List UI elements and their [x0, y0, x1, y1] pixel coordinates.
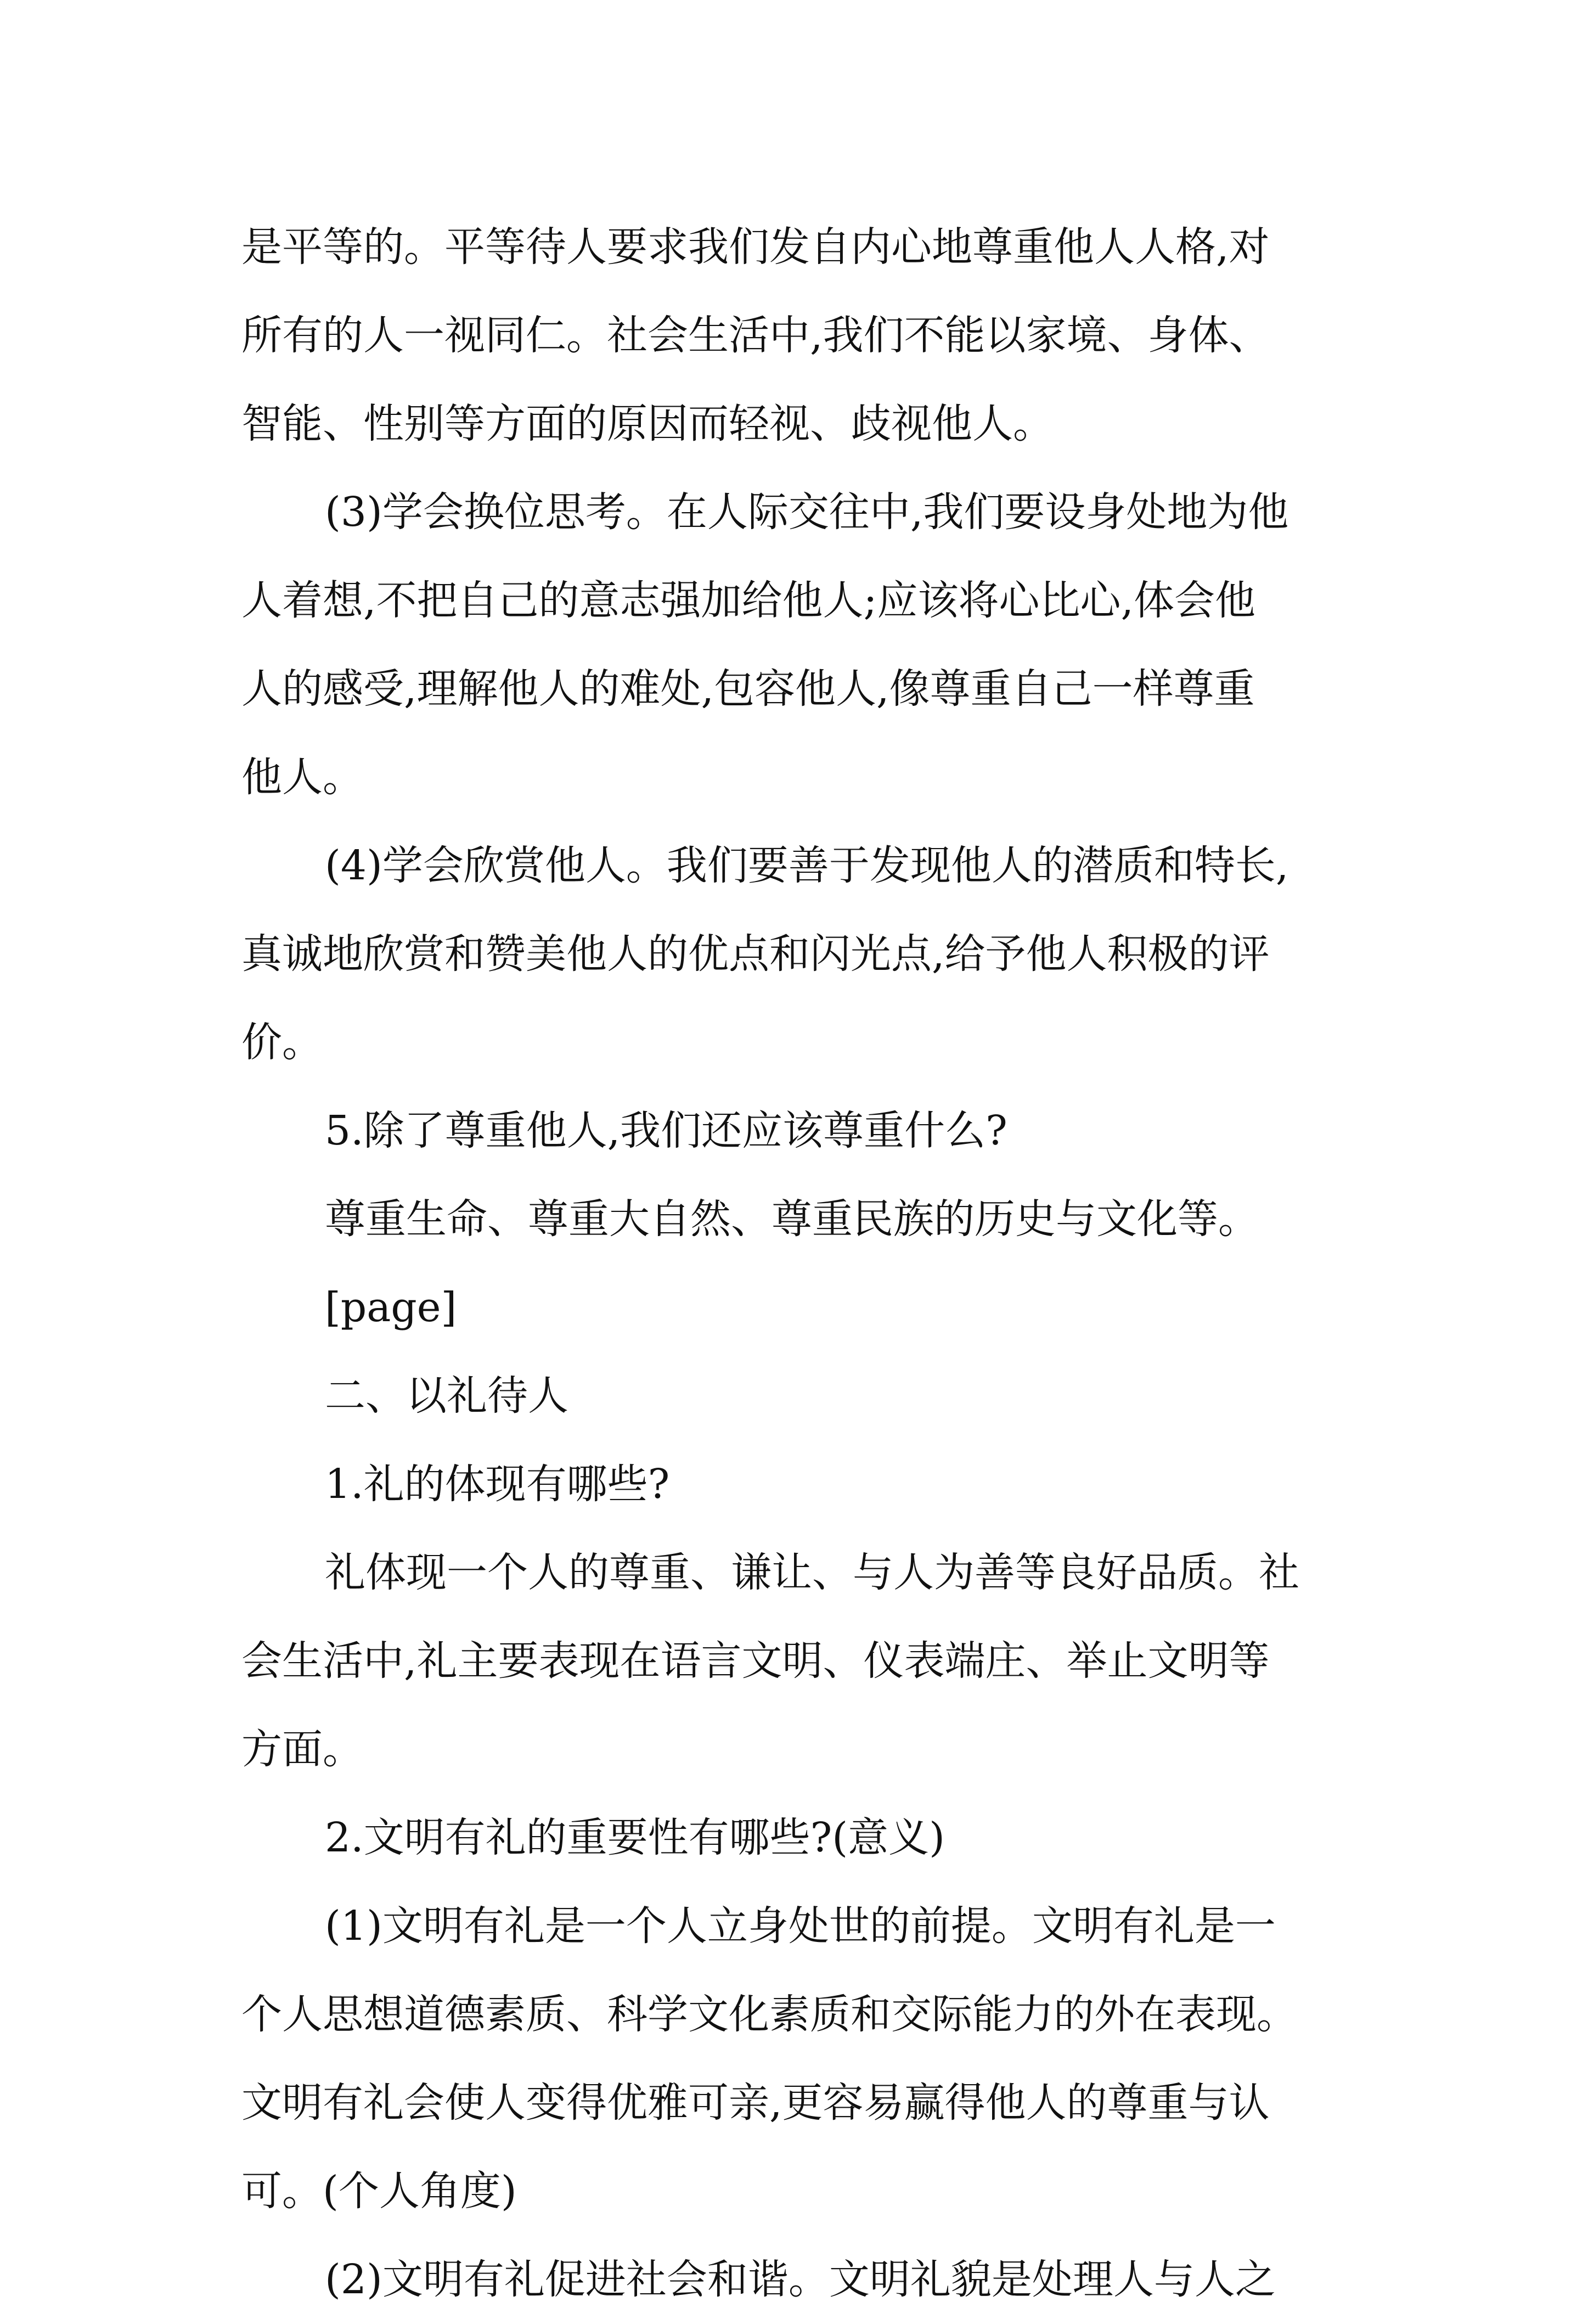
text-line: 2.文明有礼的重要性有哪些?(意义) — [325, 1814, 945, 1861]
text-line: 真诚地欣赏和赞美他人的优点和闪光点,给予他人积极的评 — [241, 930, 1270, 978]
text-line: 是平等的。平等待人要求我们发自内心地尊重他人人格,对 — [241, 223, 1270, 271]
text-line: 1.礼的体现有哪些? — [325, 1461, 670, 1508]
document-body — [241, 203, 1350, 2324]
text-line: 二、以礼待人 — [325, 1372, 568, 1419]
text-line: (3)学会换位思考。在人际交往中,我们要设身处地为他 — [325, 489, 1289, 536]
text-line: 方面。 — [241, 1726, 363, 1773]
text-line: 价。 — [241, 1019, 323, 1066]
text-line: (4)学会欣赏他人。我们要善于发现他人的潜质和特长, — [325, 842, 1289, 889]
text-line: [page] — [325, 1284, 457, 1331]
text-line: 5.除了尊重他人,我们还应该尊重什么? — [325, 1107, 1007, 1154]
text-line: 智能、性别等方面的原因而轻视、歧视他人。 — [241, 400, 1054, 447]
text-line: 文明有礼会使人变得优雅可亲,更容易赢得他人的尊重与认 — [241, 2079, 1270, 2126]
text-line: 个人思想道德素质、科学文化素质和交际能力的外在表现。 — [241, 1991, 1297, 2038]
text-line: 会生活中,礼主要表现在语言文明、仪表端庄、举止文明等 — [241, 1637, 1270, 1685]
text-line: 他人。 — [241, 754, 363, 801]
text-line: (2)文明有礼促进社会和谐。文明礼貌是处理人与人之 — [325, 2256, 1276, 2303]
text-line: (1)文明有礼是一个人立身处世的前提。文明有礼是一 — [325, 1902, 1276, 1950]
text-line: 人着想,不把自己的意志强加给他人;应该将心比心,体会他 — [241, 577, 1255, 624]
text-line: 人的感受,理解他人的难处,包容他人,像尊重自己一样尊重 — [241, 665, 1255, 712]
text-line: 礼体现一个人的尊重、谦让、与人为善等良好品质。社 — [325, 1549, 1299, 1596]
text-line: 尊重生命、尊重大自然、尊重民族的历史与文化等。 — [325, 1195, 1259, 1243]
text-line: 所有的人一视同仁。社会生活中,我们不能以家境、身体、 — [241, 312, 1270, 359]
text-line: 可。(个人角度) — [241, 2168, 517, 2215]
